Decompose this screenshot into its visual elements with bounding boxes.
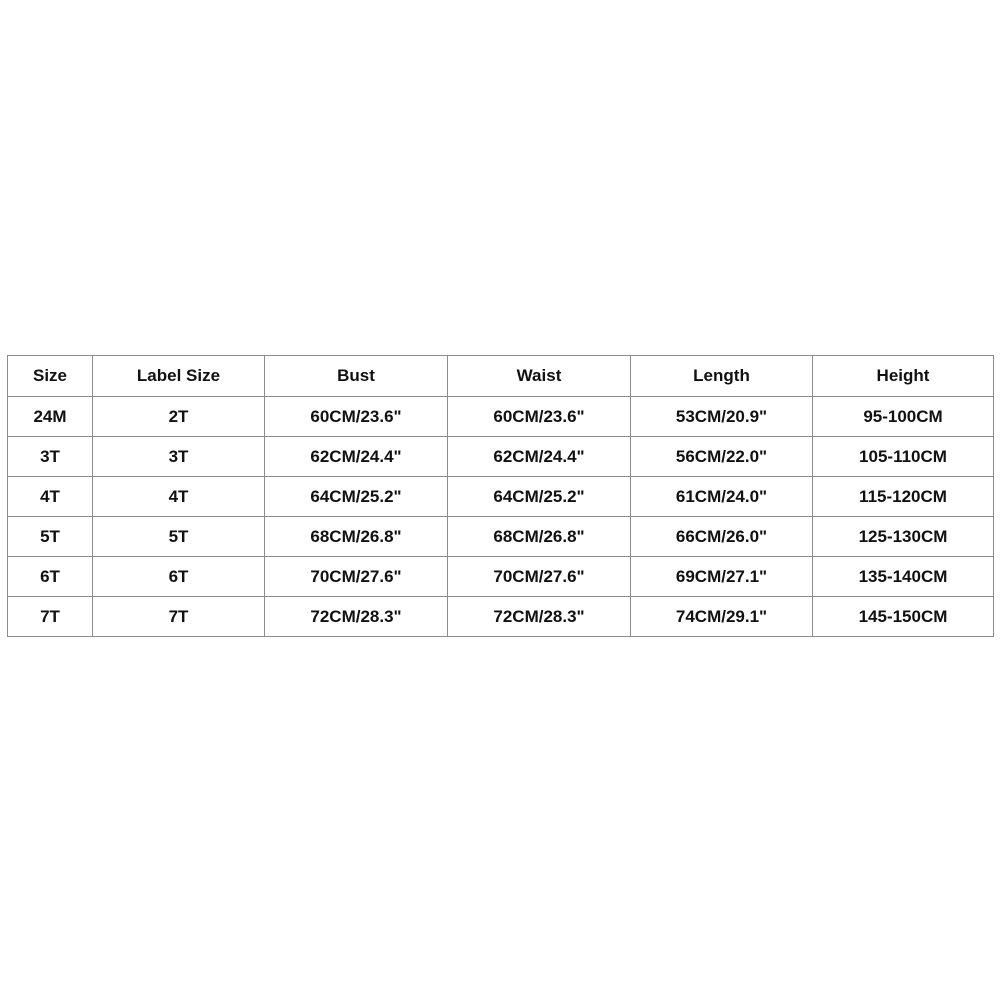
cell-waist: 68CM/26.8" [448, 517, 631, 557]
cell-label-size: 4T [93, 477, 265, 517]
table-body [8, 397, 994, 637]
cell-label-size: 2T [93, 397, 265, 437]
cell-length: 56CM/22.0" [631, 437, 813, 477]
cell-waist: 70CM/27.6" [448, 557, 631, 597]
cell-size: 4T [8, 477, 93, 517]
table-row [8, 597, 994, 637]
header-bust: Bust [265, 356, 448, 397]
cell-waist: 62CM/24.4" [448, 437, 631, 477]
table-row [8, 477, 994, 517]
cell-length: 66CM/26.0" [631, 517, 813, 557]
cell-bust: 60CM/23.6" [265, 397, 448, 437]
cell-size: 6T [8, 557, 93, 597]
cell-bust: 72CM/28.3" [265, 597, 448, 637]
cell-bust: 64CM/25.2" [265, 477, 448, 517]
cell-length: 69CM/27.1" [631, 557, 813, 597]
cell-length: 74CM/29.1" [631, 597, 813, 637]
cell-length: 61CM/24.0" [631, 477, 813, 517]
table-row [8, 517, 994, 557]
cell-label-size: 5T [93, 517, 265, 557]
table-row [8, 437, 994, 477]
table-row [8, 557, 994, 597]
header-height: Height [813, 356, 994, 397]
header-waist: Waist [448, 356, 631, 397]
cell-height: 145-150CM [813, 597, 994, 637]
cell-size: 5T [8, 517, 93, 557]
cell-height: 95-100CM [813, 397, 994, 437]
cell-label-size: 3T [93, 437, 265, 477]
size-chart-table [7, 355, 994, 637]
cell-waist: 72CM/28.3" [448, 597, 631, 637]
header-size: Size [8, 356, 93, 397]
cell-size: 3T [8, 437, 93, 477]
cell-size: 7T [8, 597, 93, 637]
cell-bust: 70CM/27.6" [265, 557, 448, 597]
header-length: Length [631, 356, 813, 397]
cell-label-size: 7T [93, 597, 265, 637]
cell-height: 135-140CM [813, 557, 994, 597]
header-label-size: Label Size [93, 356, 265, 397]
cell-bust: 62CM/24.4" [265, 437, 448, 477]
table-header [8, 356, 994, 397]
cell-waist: 64CM/25.2" [448, 477, 631, 517]
cell-height: 125-130CM [813, 517, 994, 557]
cell-size: 24M [8, 397, 93, 437]
cell-height: 115-120CM [813, 477, 994, 517]
cell-label-size: 6T [93, 557, 265, 597]
header-row [8, 356, 994, 397]
cell-waist: 60CM/23.6" [448, 397, 631, 437]
cell-length: 53CM/20.9" [631, 397, 813, 437]
table-row [8, 397, 994, 437]
cell-height: 105-110CM [813, 437, 994, 477]
cell-bust: 68CM/26.8" [265, 517, 448, 557]
